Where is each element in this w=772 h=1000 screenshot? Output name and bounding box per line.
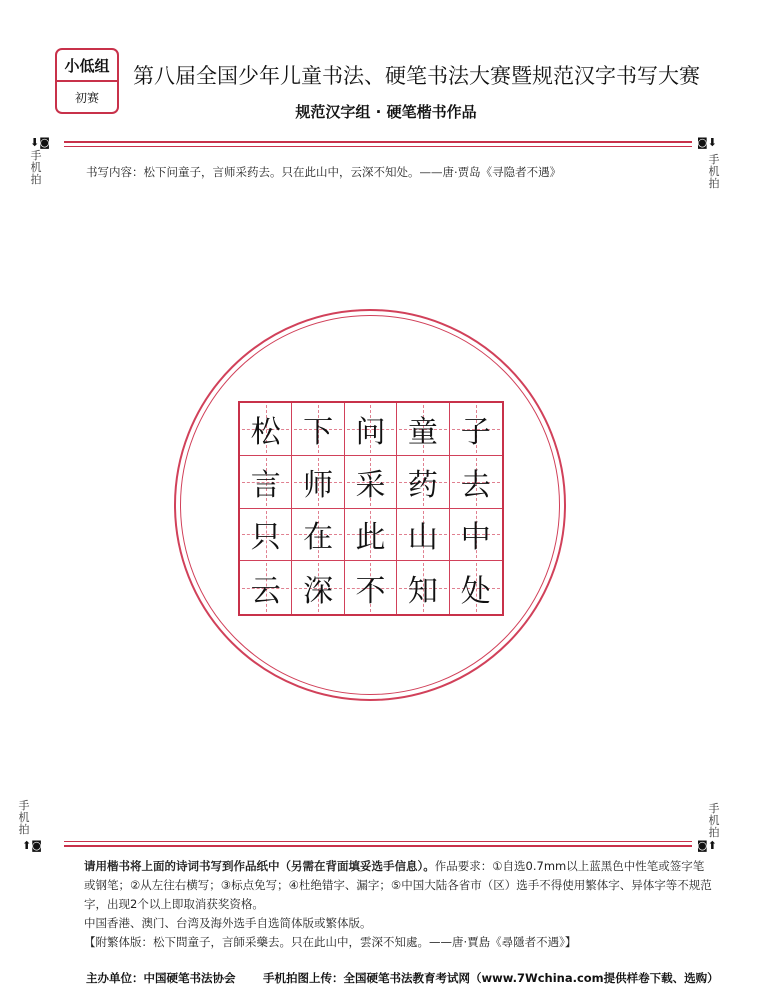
badge-round-label: 初赛 xyxy=(74,90,99,105)
upload-text: 手机拍图上传：全国硬笔书法教育考试网（www.7Wchina.com提供样卷下载、选购） xyxy=(263,971,719,985)
top-rule-thin xyxy=(64,146,692,147)
writing-grid xyxy=(238,401,504,616)
grid-cell: 药 xyxy=(397,456,449,509)
requirements-body: 作品要求：①自选0.7mm以上蓝黑色中性笔或签字笔或钢笔；②从左往右横写；③标点免写；④杜绝错字、漏字；⑤中国大陆各省市（区）选手不得使用繁体字、异体字等不规范字，出现2个以上即取消获奖资格。 xyxy=(84,859,712,911)
phone-label-top-right: 手机拍 xyxy=(708,153,720,190)
phone-label-bottom-left: 手机拍 xyxy=(18,799,30,836)
requirements-block xyxy=(84,857,714,952)
grid-cell: 知 xyxy=(397,561,449,614)
page-subtitle: 规范汉字组 · 硬笔楷书作品 xyxy=(295,103,477,121)
grid-cell: 去 xyxy=(450,456,502,509)
requirements-line-3: 【附繁体版：松下問童子，言師采藥去。只在此山中，雲深不知處。——唐·賈島《尋隱者不遇》】 xyxy=(84,935,577,949)
grid-cell: 松 xyxy=(240,403,292,456)
top-left-marker: ⬇◙ xyxy=(30,136,50,149)
phone-label-bottom-right: 手机拍 xyxy=(708,802,720,839)
badge-group-label: 小低组 xyxy=(57,50,117,82)
grid-cell: 此 xyxy=(345,509,397,562)
grid-cell: 山 xyxy=(397,509,449,562)
grid-cell: 子 xyxy=(450,403,502,456)
requirements-lead: 请用楷书将上面的诗词书写到作品纸中（另需在背面填妥选手信息）。 xyxy=(84,859,435,873)
organizer-text: 主办单位：中国硬笔书法协会 xyxy=(86,971,236,985)
page-title: 第八届全国少年儿童书法、硬笔书法大赛暨规范汉字书写大赛 xyxy=(133,64,700,88)
writing-content-line: 书写内容：松下问童子，言师采药去。只在此山中，云深不知处。——唐·贾岛《寻隐者不遇》 xyxy=(86,165,562,179)
top-rule xyxy=(64,141,692,143)
grid-cell: 问 xyxy=(345,403,397,456)
grid-cell: 云 xyxy=(240,561,292,614)
grid-cell: 中 xyxy=(450,509,502,562)
requirements-paragraph xyxy=(84,857,714,914)
grid-cell: 下 xyxy=(292,403,344,456)
bottom-rule-thin xyxy=(64,841,692,842)
grid-cell: 言 xyxy=(240,456,292,509)
top-right-marker: ◙⬇ xyxy=(697,136,717,149)
bottom-right-marker: ◙⬆ xyxy=(697,839,717,852)
phone-label-top-left: 手机拍 xyxy=(30,149,42,186)
requirements-line-2: 中国香港、澳门、台湾及海外选手自选简体版或繁体版。 xyxy=(84,916,372,930)
grid-cell: 处 xyxy=(450,561,502,614)
bottom-rule xyxy=(64,845,692,847)
grid-cell: 只 xyxy=(240,509,292,562)
grid-cell: 在 xyxy=(292,509,344,562)
grid-cell: 深 xyxy=(292,561,344,614)
bottom-left-marker: ⬆◙ xyxy=(22,839,42,852)
grid-cell: 采 xyxy=(345,456,397,509)
grid-cell: 不 xyxy=(345,561,397,614)
grid-cell: 童 xyxy=(397,403,449,456)
grid-cell: 师 xyxy=(292,456,344,509)
